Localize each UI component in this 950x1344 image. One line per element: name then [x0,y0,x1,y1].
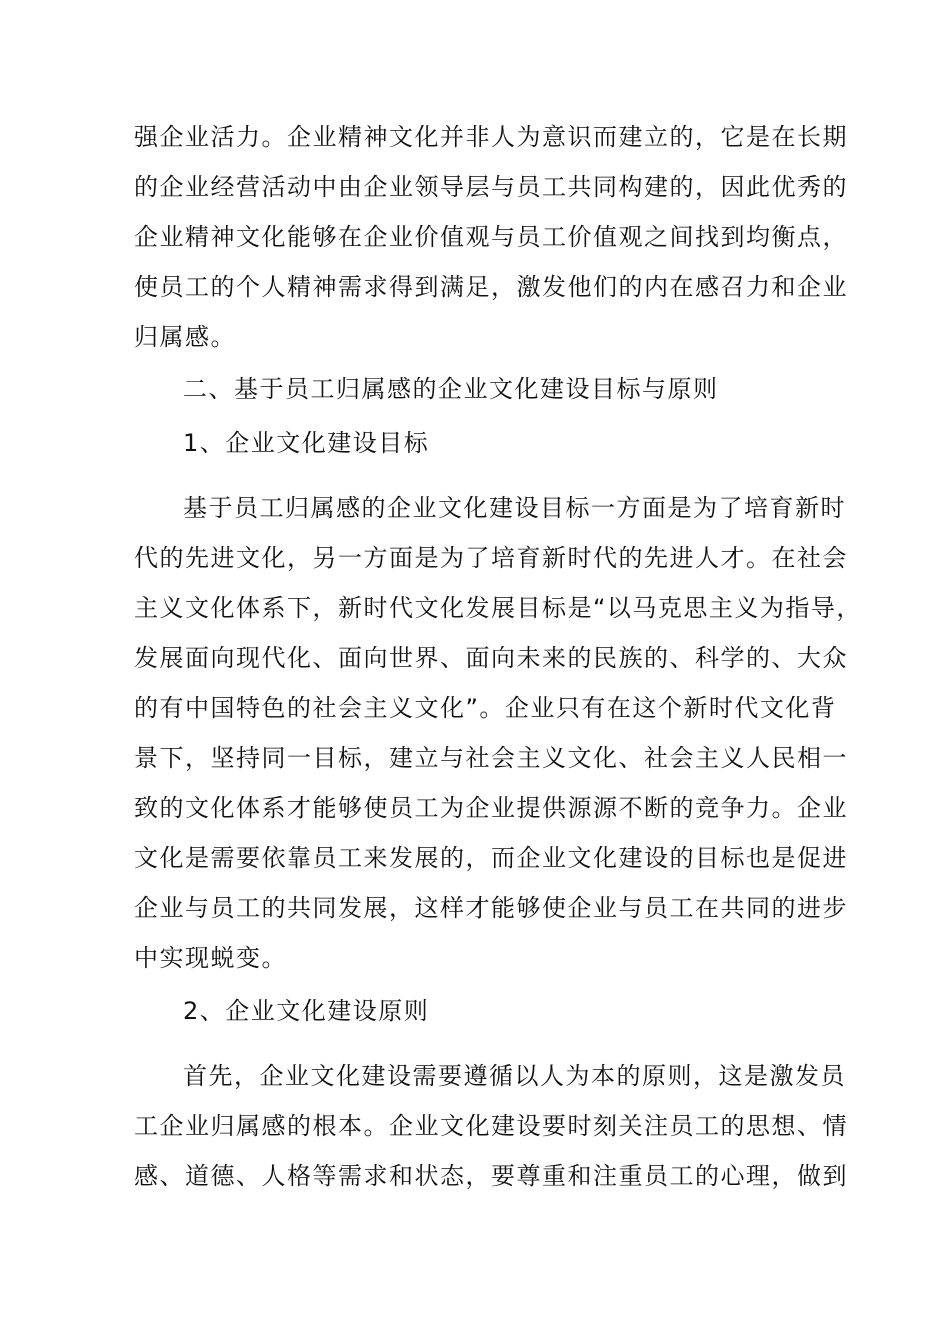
paragraph-line: 中实现蜕变。 [134,944,287,972]
paragraph-line: 首先，企业文化建设需要遵循以人为本的原则，这是激发员 [183,1062,846,1090]
paragraph-line: 工企业归属感的根本。企业文化建设要时刻关注员工的思想、情 [134,1112,848,1140]
paragraph-line: 基于员工归属感的企业文化建设目标一方面是为了培育新时 [183,494,846,522]
paragraph-line: 感、道德、人格等需求和状态，要尊重和注重员工的心理，做到 [134,1162,848,1190]
section-heading: 二、基于员工归属感的企业文化建设目标与原则 [183,375,719,403]
paragraph-line: 强企业活力。企业精神文化并非人为意识而建立的，它是在长期 [134,123,848,151]
subsection-heading: 1、企业文化建设目标 [183,429,430,457]
paragraph-line: 致的文化体系才能够使员工为企业提供源源不断的竞争力。企业 [134,794,848,822]
paragraph-line: 景下，坚持同一目标，建立与社会主义文化、社会主义人民相一 [134,744,848,772]
paragraph-line: 代的先进文化，另一方面是为了培育新时代的先进人才。在社会 [134,544,848,572]
paragraph-line: 的企业经营活动中由企业领导层与员工共同构建的，因此优秀的 [134,173,848,201]
paragraph-line: 归属感。 [134,323,236,351]
paragraph-line: 企业精神文化能够在企业价值观与员工价值观之间找到均衡点， [134,223,848,251]
paragraph-line: 使员工的个人精神需求得到满足，激发他们的内在感召力和企业 [134,273,848,301]
subsection-heading: 2、企业文化建设原则 [183,997,430,1025]
paragraph-line: 主义文化体系下，新时代文化发展目标是“以马克思主义为指导， [134,594,862,622]
paragraph-line: 发展面向现代化、面向世界、面向未来的民族的、科学的、大众 [134,644,848,672]
paragraph-line: 的有中国特色的社会主义文化”。企业只有在这个新时代文化背 [134,694,837,722]
paragraph-line: 企业与员工的共同发展，这样才能够使企业与员工在共同的进步 [134,894,848,922]
paragraph-line: 文化是需要依靠员工来发展的，而企业文化建设的目标也是促进 [134,844,848,872]
